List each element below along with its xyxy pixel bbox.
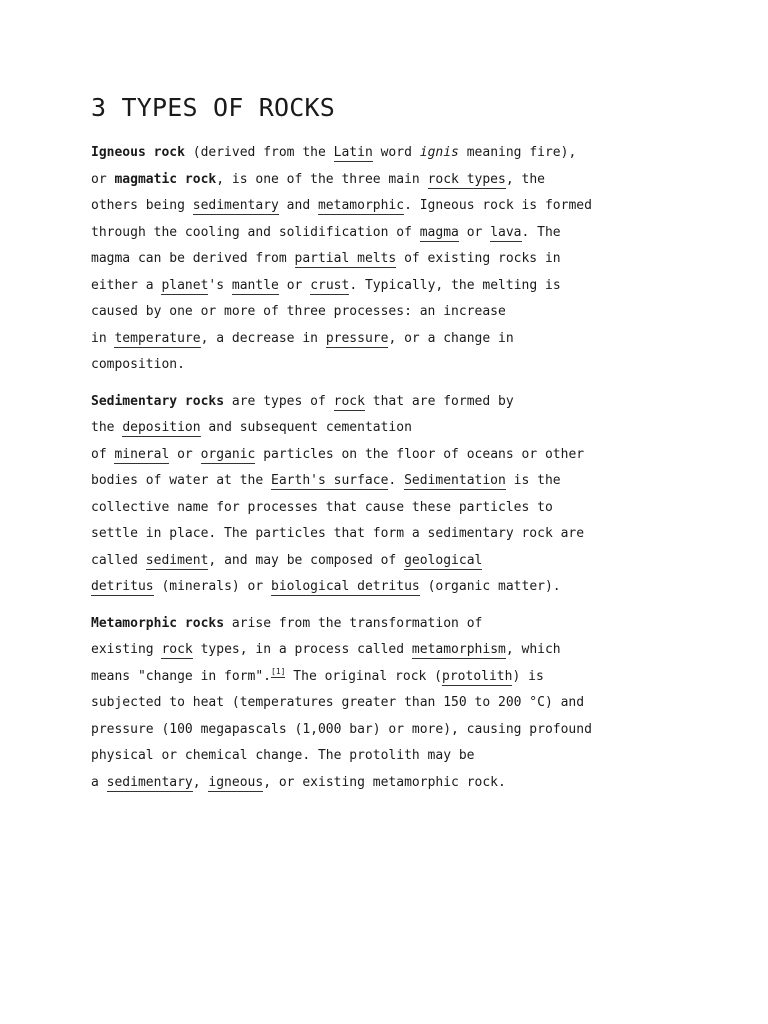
text-line [91, 273, 691, 300]
document-page [91, 92, 691, 806]
text-line [91, 548, 691, 575]
text: through the cooling and solidification of [91, 224, 420, 240]
text: of existing rocks in [396, 251, 561, 266]
text-line [91, 611, 691, 638]
text-line [91, 495, 691, 522]
text: or [458, 224, 491, 240]
text: (minerals) or [153, 579, 272, 594]
text-line [91, 352, 691, 379]
text-line [91, 664, 691, 691]
text: , or a change in [388, 330, 514, 346]
text-line [91, 415, 691, 442]
text: , a decrease in [200, 330, 326, 346]
link-sedimentary[interactable]: sedimentary [192, 198, 279, 213]
link-deposition[interactable]: deposition [122, 420, 201, 435]
text-line [91, 468, 691, 495]
term-sedimentary-rocks: Sedimentary rocks [91, 393, 225, 409]
link-magma[interactable]: magma [419, 224, 459, 240]
link-organic[interactable]: organic [200, 446, 256, 462]
text: The original rock ( [285, 668, 443, 684]
link-rock[interactable]: rock [161, 642, 193, 657]
link-metamorphic[interactable]: metamorphic [317, 198, 405, 213]
reference-link-1[interactable]: [1] [271, 666, 286, 676]
text-line [91, 246, 691, 273]
text: subjected to heat (temperatures greater than 150 to 200 °C) and [91, 695, 585, 710]
text: settle in place. The particles that form a sedimentary rock are [91, 526, 585, 541]
text: (derived from the [184, 145, 334, 160]
text: , or existing metamorphic rock. [263, 774, 506, 790]
text: particles on the floor of oceans or other [255, 446, 585, 462]
text-line [91, 167, 691, 194]
text-line [91, 521, 691, 548]
link-protolith[interactable]: protolith [442, 668, 513, 684]
text: and [278, 198, 318, 213]
text: ) is [512, 668, 544, 684]
text: or [91, 171, 115, 187]
link-sediment[interactable]: sediment [145, 552, 209, 568]
link-mantle[interactable]: mantle [231, 277, 279, 293]
text: bodies of water at the [91, 473, 272, 488]
text-line [91, 140, 691, 167]
text-line [91, 770, 691, 797]
text-line [91, 717, 691, 744]
text: called [91, 552, 146, 568]
text: word [372, 145, 420, 160]
text: collective name for processes that cause these particles to [91, 499, 553, 515]
text: that are formed by [364, 393, 514, 409]
text: either a [91, 277, 162, 293]
text: , which [505, 642, 561, 657]
link-igneous[interactable]: igneous [208, 774, 264, 790]
text: . The [521, 224, 561, 240]
paragraph-sedimentary [91, 389, 691, 601]
text-line [91, 574, 691, 601]
text: , is one of the three main [216, 171, 428, 187]
text: or [278, 277, 311, 293]
text: is the [505, 473, 561, 488]
text: , and may be composed of [208, 552, 405, 568]
text: others being [91, 198, 193, 213]
link-lava[interactable]: lava [490, 224, 522, 240]
link-sedimentation[interactable]: Sedimentation [404, 473, 506, 488]
text: magma can be derived from [91, 251, 295, 266]
link-metamorphism[interactable]: metamorphism [411, 642, 506, 657]
paragraph-igneous [91, 140, 691, 379]
text: existing [91, 642, 162, 657]
link-partial-melts[interactable]: partial melts [294, 251, 397, 266]
text: . Typically, the melting is [349, 277, 561, 293]
text: . Igneous rock is formed [404, 198, 592, 213]
link-temperature[interactable]: temperature [114, 330, 201, 346]
term-igneous-rock: Igneous rock [91, 145, 185, 160]
text: types, in a process called [192, 642, 412, 657]
link-detritus[interactable]: detritus [91, 579, 154, 594]
text: caused by one or more of three processes: an increase [91, 304, 506, 319]
term-metamorphic-rocks: Metamorphic rocks [91, 615, 225, 631]
text: and subsequent cementation [200, 420, 412, 435]
term-magmatic-rock: magmatic rock [114, 171, 217, 187]
text: or [169, 446, 201, 462]
link-pressure[interactable]: pressure [325, 330, 389, 346]
link-rock-types[interactable]: rock types [427, 171, 506, 187]
link-sedimentary[interactable]: sedimentary [106, 774, 193, 790]
term-ignis: ignis [419, 145, 459, 160]
link-planet[interactable]: planet [161, 277, 209, 293]
text: of [91, 446, 115, 462]
text: are types of [224, 393, 334, 409]
text-line [91, 389, 691, 416]
text: 's [208, 277, 232, 293]
text-line [91, 299, 691, 326]
link-biological-detritus[interactable]: biological detritus [271, 579, 420, 594]
text: physical or chemical change. The protolith may be [91, 748, 475, 763]
text-line [91, 690, 691, 717]
paragraph-metamorphic [91, 611, 691, 797]
text: (organic matter). [419, 579, 561, 594]
link-earths-surface[interactable]: Earth's surface [271, 473, 389, 488]
link-latin[interactable]: Latin [333, 145, 373, 160]
link-mineral[interactable]: mineral [114, 446, 170, 462]
text: , [192, 774, 209, 790]
text-line [91, 637, 691, 664]
text: a [91, 774, 107, 790]
text-line [91, 442, 691, 469]
text: means "change in form". [91, 668, 272, 684]
text: the [91, 420, 123, 435]
text: in [91, 330, 115, 346]
page-title: 3 TYPES OF ROCKS [91, 93, 336, 122]
text: pressure (100 megapascals (1,000 bar) or more), causing profound [91, 721, 592, 737]
text: composition. [91, 357, 185, 372]
link-geological-detritus[interactable]: geological [404, 552, 483, 568]
text: , the [505, 171, 545, 187]
text-line [91, 193, 691, 220]
link-rock[interactable]: rock [333, 393, 365, 409]
text: arise from the transformation of [224, 615, 483, 631]
text-line [91, 743, 691, 770]
text-line [91, 326, 691, 353]
text-line [91, 220, 691, 247]
text: . [388, 473, 405, 488]
text: meaning fire), [458, 145, 577, 160]
link-crust[interactable]: crust [310, 277, 350, 293]
